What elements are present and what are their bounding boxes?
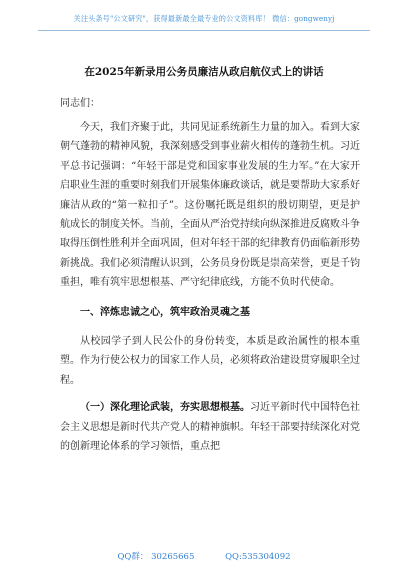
subsection-1-paragraph (60, 398, 360, 456)
header-notice: 关注头条号"公文研究"，获得最新最全最专业的公文资料库！ 微信：gongwenyj (73, 14, 335, 23)
footer-contact (0, 550, 408, 562)
section-heading-1: 一、淬炼忠诚之心，筑牢政治灵魂之基 (80, 306, 250, 318)
header-divider (38, 30, 370, 31)
salutation: 同志们： (60, 98, 100, 109)
section-1-paragraph: 从校园学子到人民公仆的身份转变，本质是政治属性的根本重塑。作为行使公权力的国家工作人员，必须将政治建设贯穿履职全过程。 (60, 336, 360, 386)
footer-qq-group: QQ群： 30265665 (117, 552, 195, 562)
subsection-1-text: 习近平新时代中国特色社会主义思想是新时代共产党人的精神旗帜。年轻干部要持续深化对党的创新理论体系的学习领悟，重点把 (60, 402, 360, 453)
document-title: 在2025年新录用公务员廉洁从政启航仪式上的讲话 (84, 66, 324, 78)
document-body (60, 118, 360, 457)
intro-paragraph: 今天，我们齐聚于此，共同见证系统新生力量的加入。看到大家朝气蓬勃的精神风貌，我深刻感受到事业薪火相传的蓬勃生机。习近平总书记强调：“年轻干部是党和国家事业发展的生力军。”在大家开启职业生涯的重要时刻我们开展集体廉政谈话，就是要帮助大家系好廉洁从政的“第一粒扣子”。这份嘱托既是组织的殷切期望，更是护航成长的制度关怀。当前，全面从严治党持续向纵深推进反腐败斗争取得压倒性胜利并全面巩固，但对年轻干部的纪律教育仍面临新形势新挑战。我们必须清醒认识到，公务员身份既是崇高荣誉，更是千钧重担，唯有筑牢思想根基、严守纪律底线，方能不负时代使命。 (60, 122, 360, 289)
footer-qq-number: QQ:535304092 (225, 552, 291, 562)
subsection-heading-1: （一）深化理论武装，夯实思想根基。 (80, 402, 250, 414)
